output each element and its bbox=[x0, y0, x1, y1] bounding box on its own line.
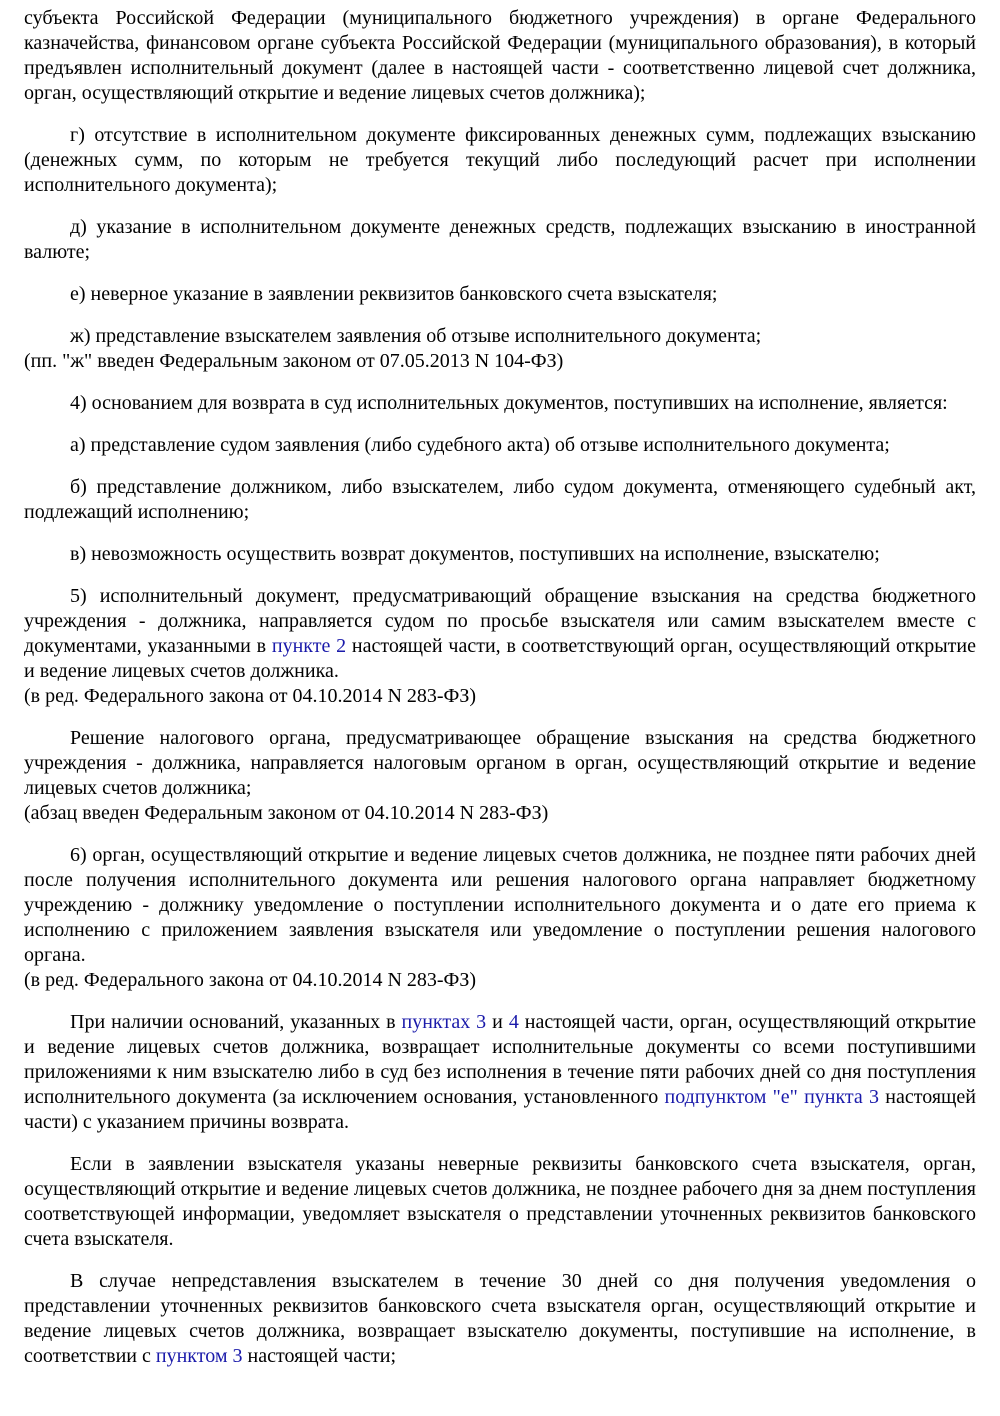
paragraph-item-6: 6) орган, осуществляющий открытие и ведение лицевых счетов должника, не позднее пяти рабочих дней после получения исполнительного документа или решения налогового органа направляет бюджетному учреждению - должнику уведомление о поступлении исполнительного документа и о дате его приема к исполнению с приложением заявления взыскателя или уведомление о поступлении решения налогового органа. bbox=[24, 844, 976, 966]
link-podpunkt-e-punkta-3[interactable]: подпунктом "е" пункта 3 bbox=[664, 1086, 880, 1108]
paragraph-subitem-d: д) указание в исполнительном документе денежных средств, подлежащих взысканию в иностранной валюте; bbox=[24, 216, 976, 263]
document-page bbox=[24, 0, 976, 1369]
paragraph-subitem-v: в) невозможность осуществить возврат документов, поступивших на исполнение, взыскателю; bbox=[70, 543, 880, 565]
paragraph-subitem-zh: ж) представление взыскателем заявления об отзыве исполнительного документа; bbox=[70, 325, 762, 347]
text-segment: В случае непредставления взыскателем в течение 30 дней со дня получения уведомления о представлении уточненных реквизитов банковского счета взыскателя орган, осуществляющий открытие и ведение лицевых счетов должника, возвращает взыскателю документы, поступившие на исполнение, в соответствии с bbox=[24, 1270, 976, 1367]
amendment-note: (в ред. Федерального закона от 04.10.2014 N 283-ФЗ) bbox=[24, 685, 477, 707]
link-punkt-4[interactable]: 4 bbox=[508, 1011, 519, 1033]
paragraph-subitem-e: е) неверное указание в заявлении реквизитов банковского счета взыскателя; bbox=[70, 283, 718, 305]
link-punktom-3[interactable]: пунктом 3 bbox=[155, 1345, 243, 1367]
paragraph-subitem-g: г) отсутствие в исполнительном документе фиксированных денежных сумм, подлежащих взысканию (денежных сумм, по которым не требуется текущий либо последующий расчет при исполнении исполнительного документа); bbox=[24, 124, 976, 196]
amendment-note: (пп. "ж" введен Федеральным законом от 07.05.2013 N 104-ФЗ) bbox=[24, 350, 564, 372]
text-segment: настоящей части, в соответствующий орган, осуществляющий открытие и ведение лицевых счетов должника. bbox=[24, 635, 976, 682]
text-segment: При наличии оснований, указанных в bbox=[70, 1011, 402, 1033]
paragraph-item-4: 4) основанием для возврата в суд исполнительных документов, поступивших на исполнение, является: bbox=[70, 392, 948, 414]
paragraph-return-grounds bbox=[24, 1010, 976, 1135]
link-punkt-2[interactable]: пункте 2 bbox=[271, 635, 347, 657]
amendment-note: (абзац введен Федеральным законом от 04.10.2014 N 283-ФЗ) bbox=[24, 802, 549, 824]
paragraph-subitem-b: б) представление должником, либо взыскателем, либо судом документа, отменяющего судебный акт, подлежащий исполнению; bbox=[24, 476, 976, 523]
paragraph-30-days bbox=[24, 1269, 976, 1369]
text-segment: настоящей части) с указанием причины возврата. bbox=[24, 1086, 976, 1133]
text-segment: 5) исполнительный документ, предусматривающий обращение взыскания на средства бюджетного учреждения - должника, направляется судом по просьбе взыскателя или самим взыскателем вместе с документами, указанными в bbox=[24, 585, 976, 657]
link-punkty-3[interactable]: пунктах 3 bbox=[401, 1011, 487, 1033]
paragraph-continuation: субъекта Российской Федерации (муниципального бюджетного учреждения) в органе Федерального казначейства, финансовом органе субъекта Российской Федерации (муниципального образования), в который предъявлен исполнительный документ (далее в настоящей части - соответственно лицевой счет должника, орган, осуществляющий открытие и ведение лицевых счетов должника); bbox=[24, 7, 976, 104]
text-segment: и bbox=[486, 1011, 509, 1033]
amendment-note: (в ред. Федерального закона от 04.10.2014 N 283-ФЗ) bbox=[24, 969, 477, 991]
paragraph-subitem-a: а) представление судом заявления (либо судебного акта) об отзыве исполнительного документа; bbox=[70, 434, 890, 456]
paragraph-wrong-details: Если в заявлении взыскателя указаны неверные реквизиты банковского счета взыскателя, орган, осуществляющий открытие и ведение лицевых счетов должника, не позднее рабочего дня за днем поступления соответствующей информации, уведомляет взыскателя о представлении уточненных реквизитов банковского счета взыскателя. bbox=[24, 1153, 976, 1250]
text-segment: настоящей части, орган, осуществляющий открытие и ведение лицевых счетов должника, возвращает исполнительные документы со всеми поступившими приложениями к ним взыскателю либо в суд без исполнения в течение пяти рабочих дней со дня поступления исполнительного документа (за исключением основания, установленного bbox=[24, 1011, 976, 1108]
paragraph-item-5 bbox=[24, 584, 976, 684]
text-segment: настоящей части; bbox=[242, 1345, 397, 1367]
paragraph-tax-decision: Решение налогового органа, предусматривающее обращение взыскания на средства бюджетного учреждения - должника, направляется налоговым органом в орган, осуществляющий открытие и ведение лицевых счетов должника; bbox=[24, 727, 976, 799]
